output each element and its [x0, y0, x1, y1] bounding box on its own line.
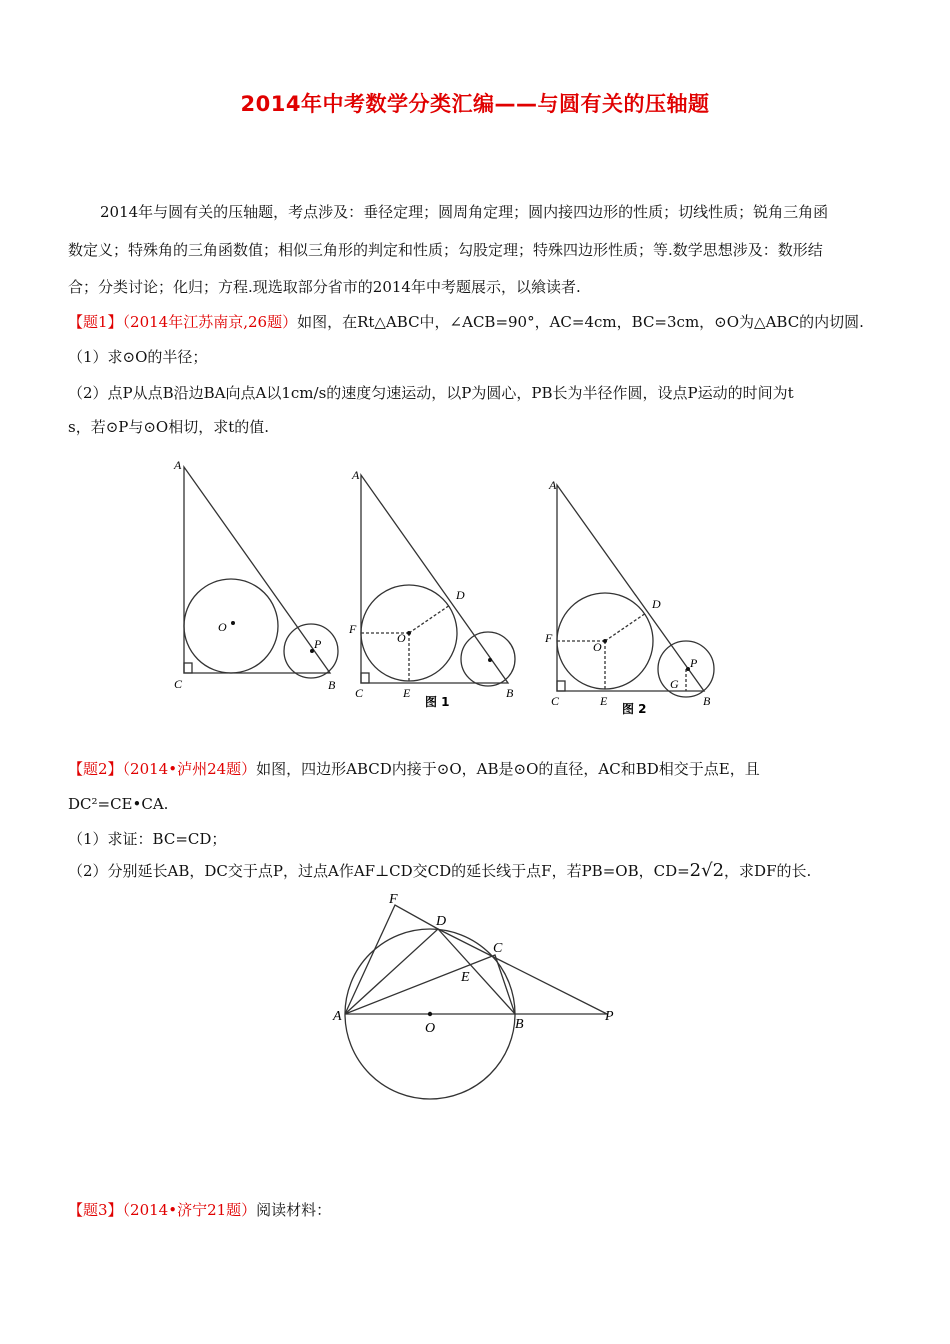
q1-fig0-point-o [231, 621, 235, 625]
q1-fig1-triangle [361, 475, 508, 683]
q1-stem: 如图，在Rt△ABC中，∠ACB=90°，AC=4cm，BC=3cm，⊙O为△ABC的内切圆. [297, 313, 864, 331]
q2-figure [325, 890, 625, 1100]
q1-source: （2014年江苏南京,26题） [122, 313, 298, 331]
q2-part1: （1）求证：BC=CD； [68, 830, 227, 848]
q1-fig2-label-d: D [652, 597, 661, 611]
q1-fig1-right-angle [361, 673, 369, 683]
q2-label-o: O [425, 1021, 436, 1036]
q1-fig2-label-p: P [690, 656, 698, 670]
q1-part2b: s，若⊙P与⊙O相切，求t的值. [68, 418, 270, 436]
q2-stem: 如图，四边形ABCD内接于⊙O，AB是⊙O的直径，AC和BD相交于点E，且 [256, 760, 760, 778]
q1-fig1-label-c: C [355, 686, 364, 700]
q2-label-a: A [333, 1009, 342, 1024]
q1-part1: （1）求⊙O的半径； [68, 348, 208, 366]
q1-part2a: （2）点P从点B沿边BA向点A以1cm/s的速度匀速运动，以P为圆心，PB长为半径作圆，设点P运动的时间为t [68, 384, 794, 402]
q1-fig1-circle-p [461, 632, 515, 686]
q2-line-afd [345, 905, 438, 1014]
q1-fig2-label-g: G [670, 677, 679, 691]
q1-fig0-label-p: P [314, 637, 322, 651]
intro-line-2: 数定义；特殊角的三角函数值；相似三角形的判定和性质；勾股定理；特殊四边形性质；等.数学思想涉及：数形结 [68, 241, 823, 259]
q2-point-o [428, 1012, 432, 1016]
q2-label-p: P [605, 1009, 614, 1024]
q1-fig2-label-a: A [549, 478, 557, 492]
q1-fig1-label-b: B [506, 686, 514, 700]
q1-fig2-right-angle [557, 681, 565, 691]
q1-fig0-label-a: A [174, 458, 182, 472]
q1-fig1-label-e: E [403, 686, 411, 700]
q2-label-c: C [493, 941, 503, 956]
q2-part2-value: 2√2 [689, 860, 725, 881]
q1-fig2-caption: 图 2 [622, 702, 647, 716]
q2-part2-post: ，求DF的长. [724, 862, 812, 880]
q1-heading [68, 312, 888, 332]
q1-fig0-circle-o [184, 579, 278, 673]
q1-fig2-label-e: E [600, 694, 608, 708]
q2-label-d: D [436, 914, 447, 929]
q2-label-b: B [515, 1017, 524, 1032]
q1-fig1-label-f: F [349, 622, 357, 636]
q2-heading [68, 759, 888, 779]
q1-fig2-label-f: F [545, 631, 553, 645]
q2-tag: 【题2】 [68, 760, 123, 778]
q1-fig0-label-b: B [328, 678, 336, 692]
q1-fig2-triangle [557, 485, 704, 691]
q1-fig2-label-o: O [593, 640, 602, 654]
q1-fig0-triangle [184, 467, 330, 673]
q2-lines-ad-db [345, 929, 515, 1014]
q3-source: （2014•济宁21题） [122, 1201, 257, 1219]
q1-fig1-point-p [488, 658, 492, 662]
q1-tag: 【题1】 [68, 313, 123, 331]
q3-tag: 【题3】 [68, 1201, 123, 1219]
q3-stem: 阅读材料： [256, 1201, 332, 1219]
q3-heading [68, 1200, 888, 1220]
q2-part2 [68, 861, 888, 881]
q1-fig0-label-c: C [174, 677, 183, 691]
q1-fig1-label-a: A [352, 468, 360, 482]
q1-fig0-right-angle [184, 663, 192, 673]
intro-line-1: 2014年与圆有关的压轴题，考点涉及：垂径定理；圆周角定理；圆内接四边形的性质；切线性质；锐角三角函 [100, 203, 829, 221]
q1-fig2-point-o [603, 639, 607, 643]
q1-fig1-point-o [407, 631, 411, 635]
q1-fig1-caption: 图 1 [425, 695, 450, 709]
q2-stem-2: DC²=CE•CA. [68, 795, 169, 813]
page-title: 2014年中考数学分类汇编——与圆有关的压轴题 [240, 92, 710, 116]
intro-line-3: 合；分类讨论；化归；方程.现选取部分省市的2014年中考题展示，以飨读者. [68, 278, 581, 296]
q1-fig0-label-o: O [218, 620, 227, 634]
q2-label-e: E [461, 970, 470, 985]
q1-fig1-label-o: O [397, 631, 406, 645]
q2-lines-ac-cb [345, 955, 515, 1014]
q2-source: （2014•泸州24题） [122, 760, 257, 778]
q1-fig2-label-b: B [703, 694, 711, 708]
q2-part2-pre: （2）分别延长AB，DC交于点P，过点A作AF⊥CD交CD的延长线于点F，若PB=OB，CD= [68, 862, 690, 880]
q1-fig1-label-d: D [456, 588, 465, 602]
q1-fig2-label-c: C [551, 694, 560, 708]
q2-label-f: F [389, 892, 398, 907]
q1-figures [160, 455, 730, 725]
